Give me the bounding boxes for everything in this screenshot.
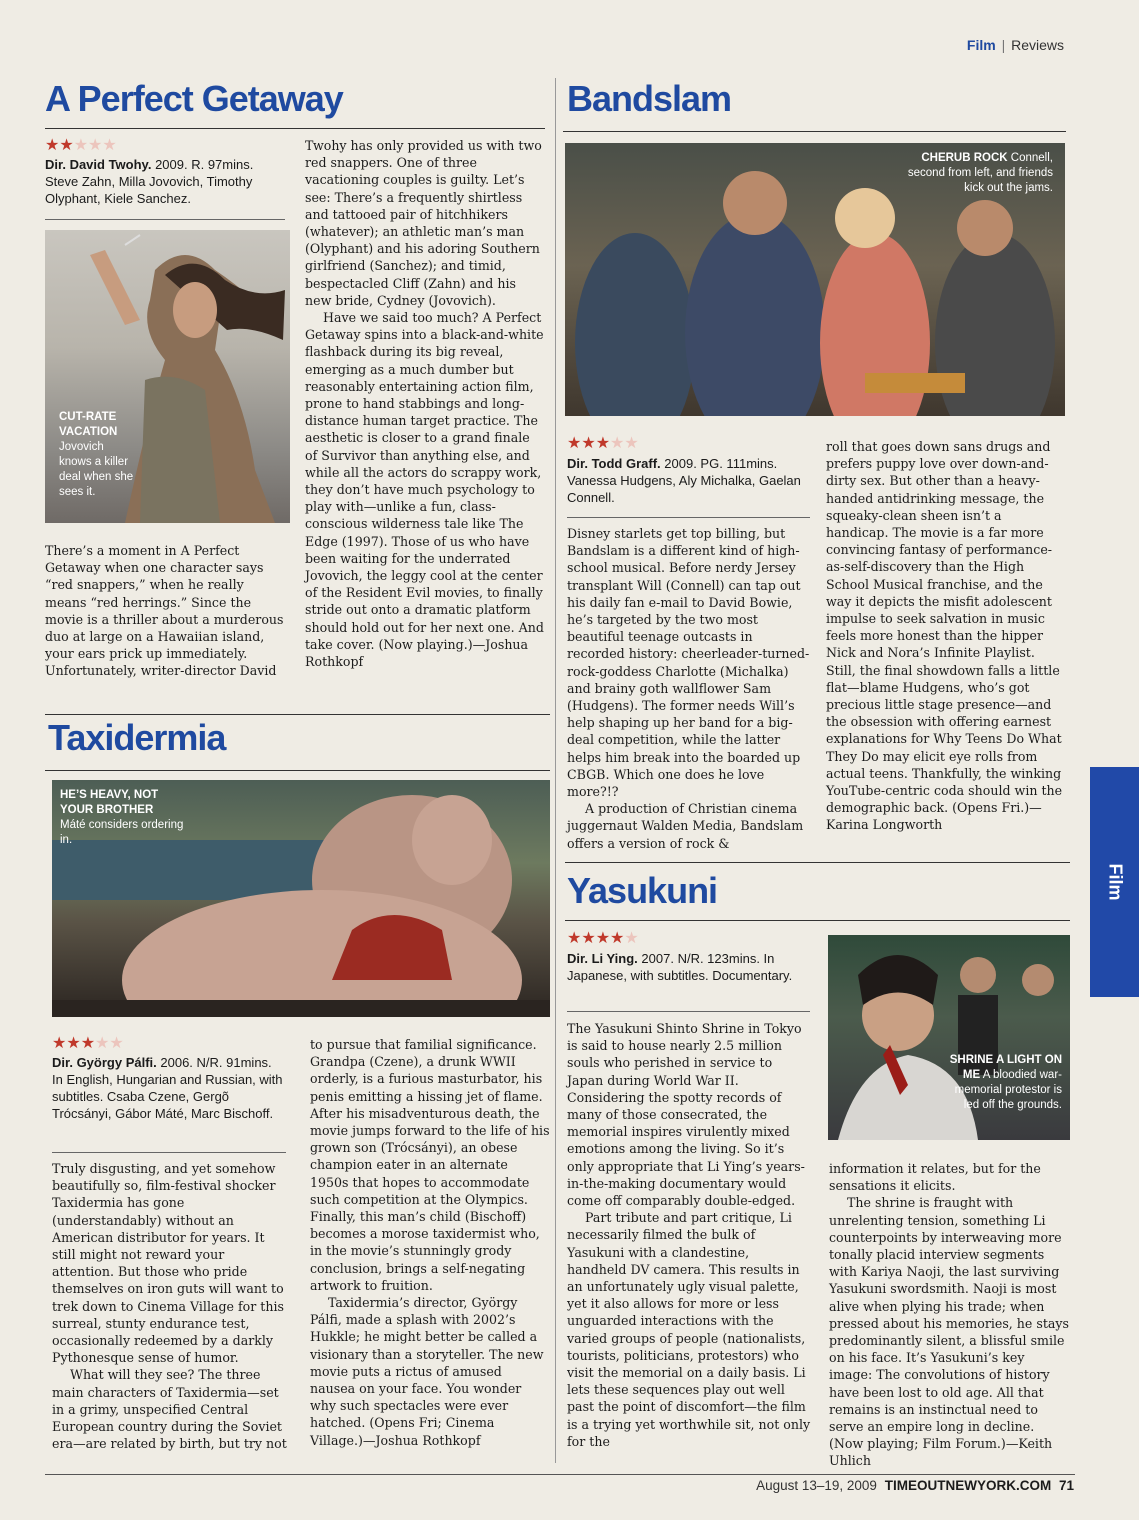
title-rule: [45, 770, 550, 771]
stars-empty: ★: [624, 928, 639, 947]
page-footer: [756, 1478, 1074, 1493]
film-details: 2006. N/R. 91mins. In English, Hungarian and Russian, with subtitles. Csaba Czene, Gergõ Trócsányi, Gábor Máté, Marc Bischoff.: [52, 1055, 283, 1121]
paragraph: Have we said too much? A Perfect Getaway spins into a black-and-white flashback during its big reveal, emerging as a much dumber but reasonably entertaining action film, prone to hand stabbings and long-distance human target practice. The aesthetic is closer to a grand finale of Survivor than anything else, and while all the actors do scrappy work, they don’t have much psychology to play with—unlike a fun, class-conscious wilderness tale like The Edge (1997). Those of us who have been waiting for the underrated Jovovich, the leggy cool at the center of the Resident Evil movies, to finally stride out onto a dramatic platform should hold out for her next one. And take cover. (Now playing.)—Joshua Rothkopf: [305, 310, 544, 670]
film-credits: [52, 1054, 286, 1122]
section-tab-label: Film: [1105, 863, 1125, 901]
photo-taxidermia: [52, 780, 550, 1017]
subsection-label: Reviews: [1011, 37, 1064, 53]
rating-stars: [52, 1033, 124, 1052]
review-title-getaway: A Perfect Getaway: [45, 78, 343, 119]
photo-caption: [59, 410, 137, 500]
rating-stars: [567, 928, 639, 947]
section-header: [967, 37, 1064, 53]
review-title-bandslam: Bandslam: [567, 78, 732, 119]
paragraph: What will they see? The three main characters of Taxidermia—set in a grimy, unspecified Central European country during the Soviet era—are related by birth, but try not: [52, 1367, 287, 1452]
site-name: TIMEOUTNEWYORK.COM: [884, 1478, 1052, 1493]
film-credits: [567, 950, 812, 984]
caption-text: Máté considers ordering in.: [60, 819, 184, 846]
paragraph: Disney starlets get top billing, but Bandslam is a different kind of high-school musical. Before nerdy Jersey transplant Will (Connell) can tap out his daily fan e-mail to David Bowie, he’s targeted by the two most beautiful teenage outcasts in recorded history: cheerleader-turned-rock-goddess Charlotte (Michalka) and brainy goth wallflower Sam (Hudgens). The former needs Will’s help shaping up her band for a big-deal competition, while the latter helps him break into the boarded up CBGB. Which one does he love more?!?: [567, 526, 810, 800]
review-title-yasukuni: Yasukuni: [567, 870, 718, 911]
paragraph: Taxidermia’s director, György Pálfi, made a splash with 2002’s Hukkle; he might better be called a visionary than a storyteller. The new movie puts a rictus of amused nausea on your face. You wonder why such spectacles were ever hatched. (Opens Fri; Cinema Village.)—Joshua Rothkopf: [310, 1295, 544, 1448]
caption-head: HE’S HEAVY, NOT YOUR BROTHER: [60, 789, 159, 816]
issue-date: August 13–19, 2009: [756, 1478, 877, 1493]
film-credits: [567, 455, 812, 506]
cast: Steve Zahn, Milla Jovovich, Timothy Olyphant, Kiele Sanchez.: [45, 174, 253, 206]
paragraph: A production of Christian cinema juggernaut Walden Media, Bandslam offers a version of rock &: [567, 801, 804, 851]
director: Dir. David Twohy.: [45, 157, 152, 172]
photo-getaway: [45, 230, 290, 523]
review-body-col2: [305, 137, 545, 670]
photo-yasukuni: [828, 935, 1070, 1140]
credits-rule: [567, 1011, 810, 1012]
paragraph: The Yasukuni Shinto Shrine in Tokyo is said to house nearly 2.5 million souls who perished in service to Japan during World War II. Considering the spotty records of many of those consecrated, the memorial inspires virulently mixed emotions among the living. So it’s only appropriate that Li Ying’s years-in-the-making documentary would come off comparably double-edged.: [567, 1021, 805, 1209]
section-rule: [565, 862, 1070, 863]
section-rule: [45, 714, 550, 715]
photo-caption: [60, 788, 190, 848]
credits-rule: [567, 517, 810, 518]
review-body-col2: [310, 1036, 550, 1449]
paragraph: roll that goes down sans drugs and prefers puppy love over down-and-dirty sex. But other than a heavy-handed antidrinking message, the squeaky-clean sheen isn’t a handicap. The movie is a far more convincing fantasy of performance-as-self-discovery than the High School Musical franchise, and the way it depicts the misfit adolescent impulse to seek salvation in music feels more honest than the hipper Nick and Nora’s Infinite Playlist. Still, the final showdown falls a little flat—blame Hudgens, who’s got precious little stage presence—and the obsession with offering earnest explanations for Why Teens Do What They Do may elicit eye rolls from actual teens. Thankfully, the winking YouTube-centric coda should win the demographic back. (Opens Fri.)—Karina Longworth: [826, 439, 1063, 833]
section-label: Film: [966, 37, 996, 53]
stars-filled: ★★★: [567, 433, 611, 452]
paragraph: The shrine is fraught with unrelenting tension, something Li counterpoints by interweaving more tonally placid interview segments with Kariya Naoji, the last surviving Yasukuni swordsmith. Naoji is most alive when plying his trade; when pressed about his memories, he stays predominantly silent, a blissful smile on his face. It’s Yasukuni’s key image: The convolutions of history have been lost to old age. All that remains is an instinctual need to serve an empire long in decline. (Now playing; Film Forum.)—Keith Uhlich: [829, 1195, 1069, 1469]
column-divider: [555, 78, 556, 1463]
credits-rule: [45, 219, 285, 220]
stars-filled: ★★★: [52, 1033, 96, 1052]
photo-caption: [893, 151, 1053, 196]
header-separator: |: [1001, 37, 1006, 53]
review-body-col2: [829, 1160, 1071, 1470]
review-body-col1: [45, 542, 288, 680]
review-title-taxidermia: Taxidermia: [48, 717, 226, 758]
caption-text: A bloodied war-memorial protestor is led off the grounds.: [954, 1069, 1062, 1111]
film-credits: [45, 156, 285, 207]
title-rule: [565, 920, 1070, 921]
title-rule: [45, 128, 545, 129]
cast: Vanessa Hudgens, Aly Michalka, Gaelan Connell.: [567, 473, 801, 505]
film-details: 2009. PG. 111mins.: [664, 456, 778, 471]
stars-empty: ★★: [610, 433, 639, 452]
stars-empty: ★★★: [73, 135, 117, 154]
director: Dir. Todd Graff.: [567, 456, 661, 471]
director: Dir. György Pálfi.: [52, 1055, 157, 1070]
stars-filled: ★★★★: [567, 928, 625, 947]
footer-rule: [45, 1474, 1075, 1475]
paragraph: There’s a moment in A Perfect Getaway when one character says “red snappers,” when he really means “red herrings.” Since the movie is a thriller about a murderous duo at large on a Hawaiian island, your ears prick up immediately. Unfortunately, writer-director David: [45, 543, 284, 679]
section-tab: [1090, 767, 1139, 997]
rating-stars: [567, 433, 639, 452]
paragraph: Truly disgusting, and yet somehow beautifully so, film-festival shocker Taxidermia has gone (understandably) without an American distributor for years. It still might not reward your attention. But those who pride themselves on iron guts will want to trek down to Cinema Village for this surreal, stunty endurance test, occasionally redeemed by a darkly Pythonesque sense of humor.: [52, 1161, 284, 1366]
stars-filled: ★★: [45, 135, 74, 154]
stars-empty: ★★: [95, 1033, 124, 1052]
title-rule: [563, 131, 1066, 132]
credits-rule: [52, 1152, 286, 1153]
paragraph: to pursue that familial significance. Grandpa (Czene), a drunk WWII orderly, is a furious masturbator, his penis emitting a hissing jet of flame. After his misadventurous death, the movie jumps forward to the life of his grown son (Trócsányi), an obese champion eater in an alternate 1950s that hopes to accommodate such competition at the Olympics. Finally, this man’s child (Bischoff) becomes a morose taxidermist who, in the movie’s stunningly grody conclusion, brings a self-negating artwork to fruition.: [310, 1037, 550, 1293]
film-details: 2007. N/R. 123mins. In Japanese, with subtitles. Documentary.: [567, 951, 793, 983]
photo-caption: [944, 1053, 1062, 1113]
caption-head: SHRINE A LIGHT ON ME: [949, 1054, 1062, 1081]
paragraph: information it relates, but for the sensations it elicits.: [829, 1161, 1041, 1194]
page-number: 71: [1058, 1478, 1074, 1493]
review-body-col1: [567, 1020, 812, 1450]
photo-bandslam: [565, 143, 1065, 416]
rating-stars: [45, 135, 117, 154]
paragraph: Twohy has only provided us with two red snappers. One of three vacationing couples is guilty. Let’s see: There’s a frequently shirtless and tattooed pair of hitchhikers (whatever); an athletic man’s man (Olyphant) and his adoring Southern girlfriend (Sanchez); and timid, bespectacled Cliff (Zahn) and his new bride, Cydney (Jovovich).: [305, 138, 542, 308]
caption-head: CUT-RATE VACATION: [59, 411, 118, 438]
film-details: 2009. R. 97mins.: [155, 157, 254, 172]
director: Dir. Li Ying.: [567, 951, 638, 966]
paragraph: Part tribute and part critique, Li necessarily filmed the bulk of Yasukuni with a clandestine, handheld DV camera. This results in an unfortunately ugly visual palette, yet it also allows for more or less unguarded interactions with the varied groups of people (nationalists, tourists, politicians, protestors) who visit the memorial on a daily basis. Li lets these sequences play out well past the point of discomfort—the film is a trying yet worthwhile sit, not only for the: [567, 1210, 811, 1449]
review-body-col1: [567, 525, 812, 852]
caption-head: CHERUB ROCK: [921, 152, 1008, 164]
review-body-col1: [52, 1160, 288, 1452]
caption-text: Jovovich knows a killer deal when she sees it.: [59, 441, 134, 498]
caption-text: Connell, second from left, and friends kick out the jams.: [907, 152, 1053, 194]
review-body-col2: [826, 438, 1066, 834]
